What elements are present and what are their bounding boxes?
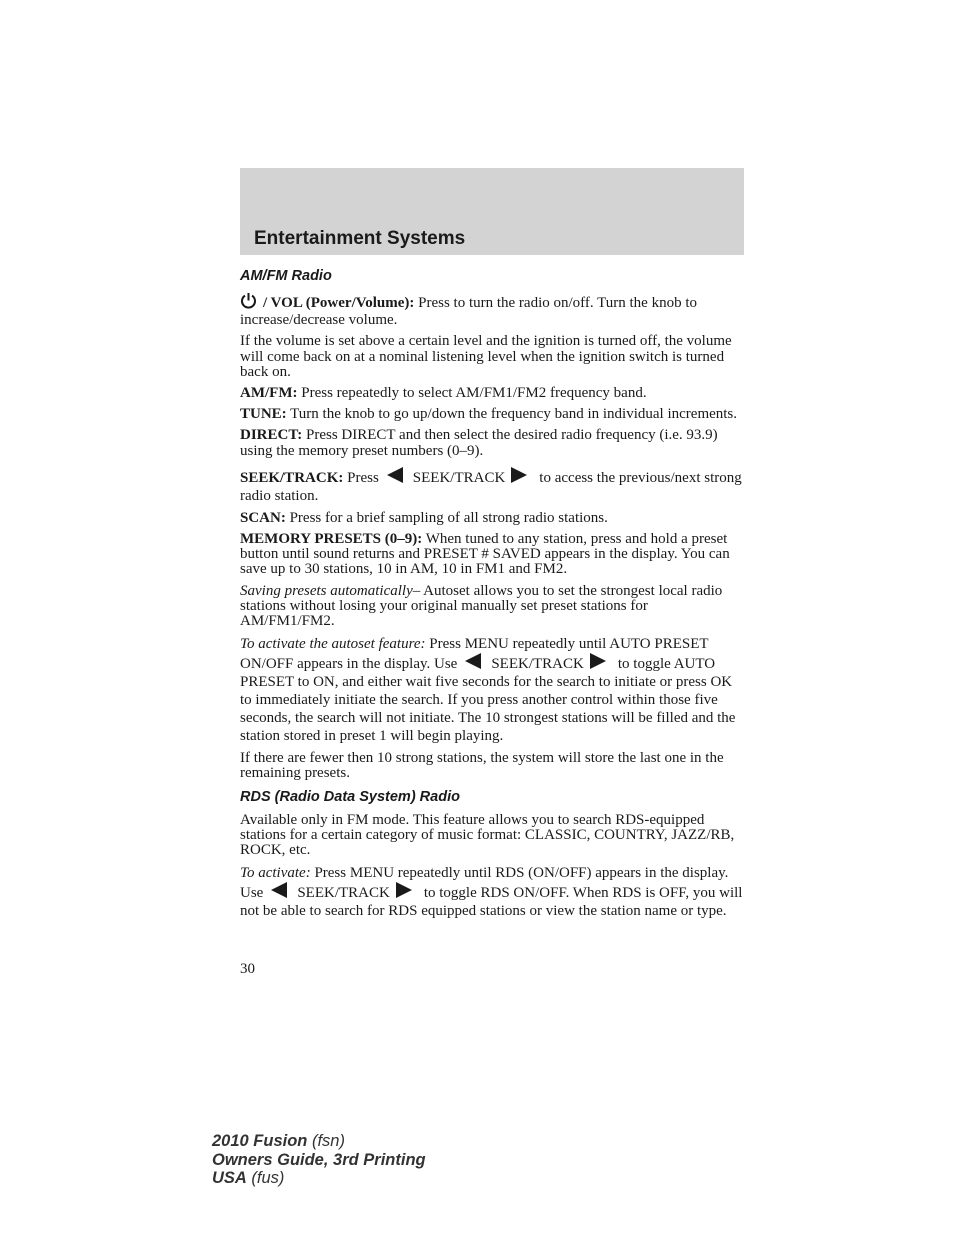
memory-presets-paragraph xyxy=(240,532,744,578)
volume-note: If the volume is set above a certain level and the ignition is turned off, the volume will come back on at a nominal listening level when the ignition switch is turned back on. xyxy=(240,333,732,380)
autoset-activate-text1: Press MENU repeatedly until AUTO PRESET ON/OFF appears in the display. Use xyxy=(240,636,709,673)
seek-track-text: to access the previous/next strong radio station. xyxy=(240,469,742,504)
tune-text: Turn the knob to go up/down the frequency band in individual increments. xyxy=(286,406,738,423)
scan-paragraph xyxy=(240,511,744,526)
autoset-activate-paragraph xyxy=(240,635,744,745)
footer-line-guide xyxy=(212,1151,426,1170)
rds-activate-text1: Press MENU repeatedly until RDS (ON/OFF) appears in the display. Use xyxy=(240,865,729,902)
tune-label: TUNE: xyxy=(240,406,287,423)
tune-paragraph xyxy=(240,407,744,422)
amfm-label: AM/FM: xyxy=(240,385,298,402)
power-volume-paragraph xyxy=(240,292,744,328)
memory-presets-text: When tuned to any station, press and hold a preset button until sound returns and PRESET # SAVED appears in the display. You can save up to 30 stations, 10 in AM, 10 in FM1 and FM2. xyxy=(240,531,730,578)
power-volume-text: Press to turn the radio on/off. Turn the knob to increase/decrease volume. xyxy=(240,295,697,329)
rds-left-arrow-icon xyxy=(271,882,287,898)
power-icon xyxy=(240,292,257,313)
seek-track-press: Press xyxy=(343,469,379,486)
footer-line-model xyxy=(212,1132,426,1151)
memory-presets-label: MEMORY PRESETS (0–9): xyxy=(240,531,423,548)
direct-label: DIRECT: xyxy=(240,427,303,444)
seek-track-button-label: SEEK/TRACK xyxy=(412,469,506,486)
autoset-right-arrow-icon xyxy=(590,653,606,669)
power-volume-label: / VOL (Power/Volume): xyxy=(263,295,415,311)
saving-presets-paragraph xyxy=(240,584,744,630)
rds-activate-text2: to toggle RDS ON/OFF. When RDS is OFF, you will not be able to search for RDS equipped stations or view the station name or type. xyxy=(240,885,743,920)
autoset-seek-track-label: SEEK/TRACK xyxy=(491,656,584,673)
footer-guide-title: Owners Guide, 3rd Printing xyxy=(212,1150,426,1169)
saving-presets-italic: Saving presets automatically xyxy=(240,582,413,599)
saving-presets-text: – Autoset allows you to set the strongest local radio stations without losing your original manually set preset stations for AM/FM1/FM2. xyxy=(240,582,723,630)
amfm-paragraph xyxy=(240,386,744,401)
seek-track-label: SEEK/TRACK: xyxy=(240,469,344,486)
footer-region-code: (fus) xyxy=(246,1169,285,1187)
seek-track-paragraph xyxy=(240,467,744,505)
scan-text: Press for a brief sampling of all strong radio stations. xyxy=(285,509,608,526)
footer-region-name: USA xyxy=(212,1169,247,1187)
autoset-left-arrow-icon xyxy=(465,653,481,669)
rds-seek-track-label: SEEK/TRACK xyxy=(297,885,390,902)
fewer-stations-paragraph: If there are fewer then 10 strong stations, the system will store the last one in the remaining presets. xyxy=(240,750,724,782)
scan-label: SCAN: xyxy=(240,509,286,526)
direct-paragraph xyxy=(240,428,744,458)
amfm-heading: AM/FM Radio xyxy=(240,268,332,284)
rds-activate-italic: To activate: xyxy=(240,865,311,882)
footer-line-region xyxy=(212,1169,426,1188)
seek-left-arrow-icon xyxy=(387,467,403,483)
rds-activate-paragraph xyxy=(240,864,744,920)
autoset-activate-text2: to toggle AUTO PRESET to ON, and either wait five seconds for the search to initiate or press OK to immediately initiate the search. If you press another control within those five seconds, the search will not initiate. The 10 strongest stations will be filled and the station stored in preset 1 will begin playing. xyxy=(240,656,736,745)
rds-heading: RDS (Radio Data System) Radio xyxy=(240,788,460,805)
amfm-text: Press repeatedly to select AM/FM1/FM2 frequency band. xyxy=(297,385,647,402)
section-title: Entertainment Systems xyxy=(254,228,466,249)
footer-model-code: (fsn) xyxy=(307,1132,345,1150)
seek-right-arrow-icon xyxy=(511,467,527,483)
footer-model-name: 2010 Fusion xyxy=(212,1132,308,1150)
page-content xyxy=(240,268,744,926)
page-number: 30 xyxy=(240,961,255,977)
direct-text: Press DIRECT and then select the desired radio frequency (i.e. 93.9) using the memory preset numbers (0–9). xyxy=(240,427,718,459)
rds-right-arrow-icon xyxy=(396,882,412,898)
rds-available-paragraph: Available only in FM mode. This feature allows you to search RDS-equipped stations for a certain category of music format: CLASSIC, COUNTRY, JAZZ/RB, ROCK, etc. xyxy=(240,811,735,859)
document-footer xyxy=(212,1132,426,1188)
autoset-activate-italic: To activate the autoset feature: xyxy=(240,636,426,653)
